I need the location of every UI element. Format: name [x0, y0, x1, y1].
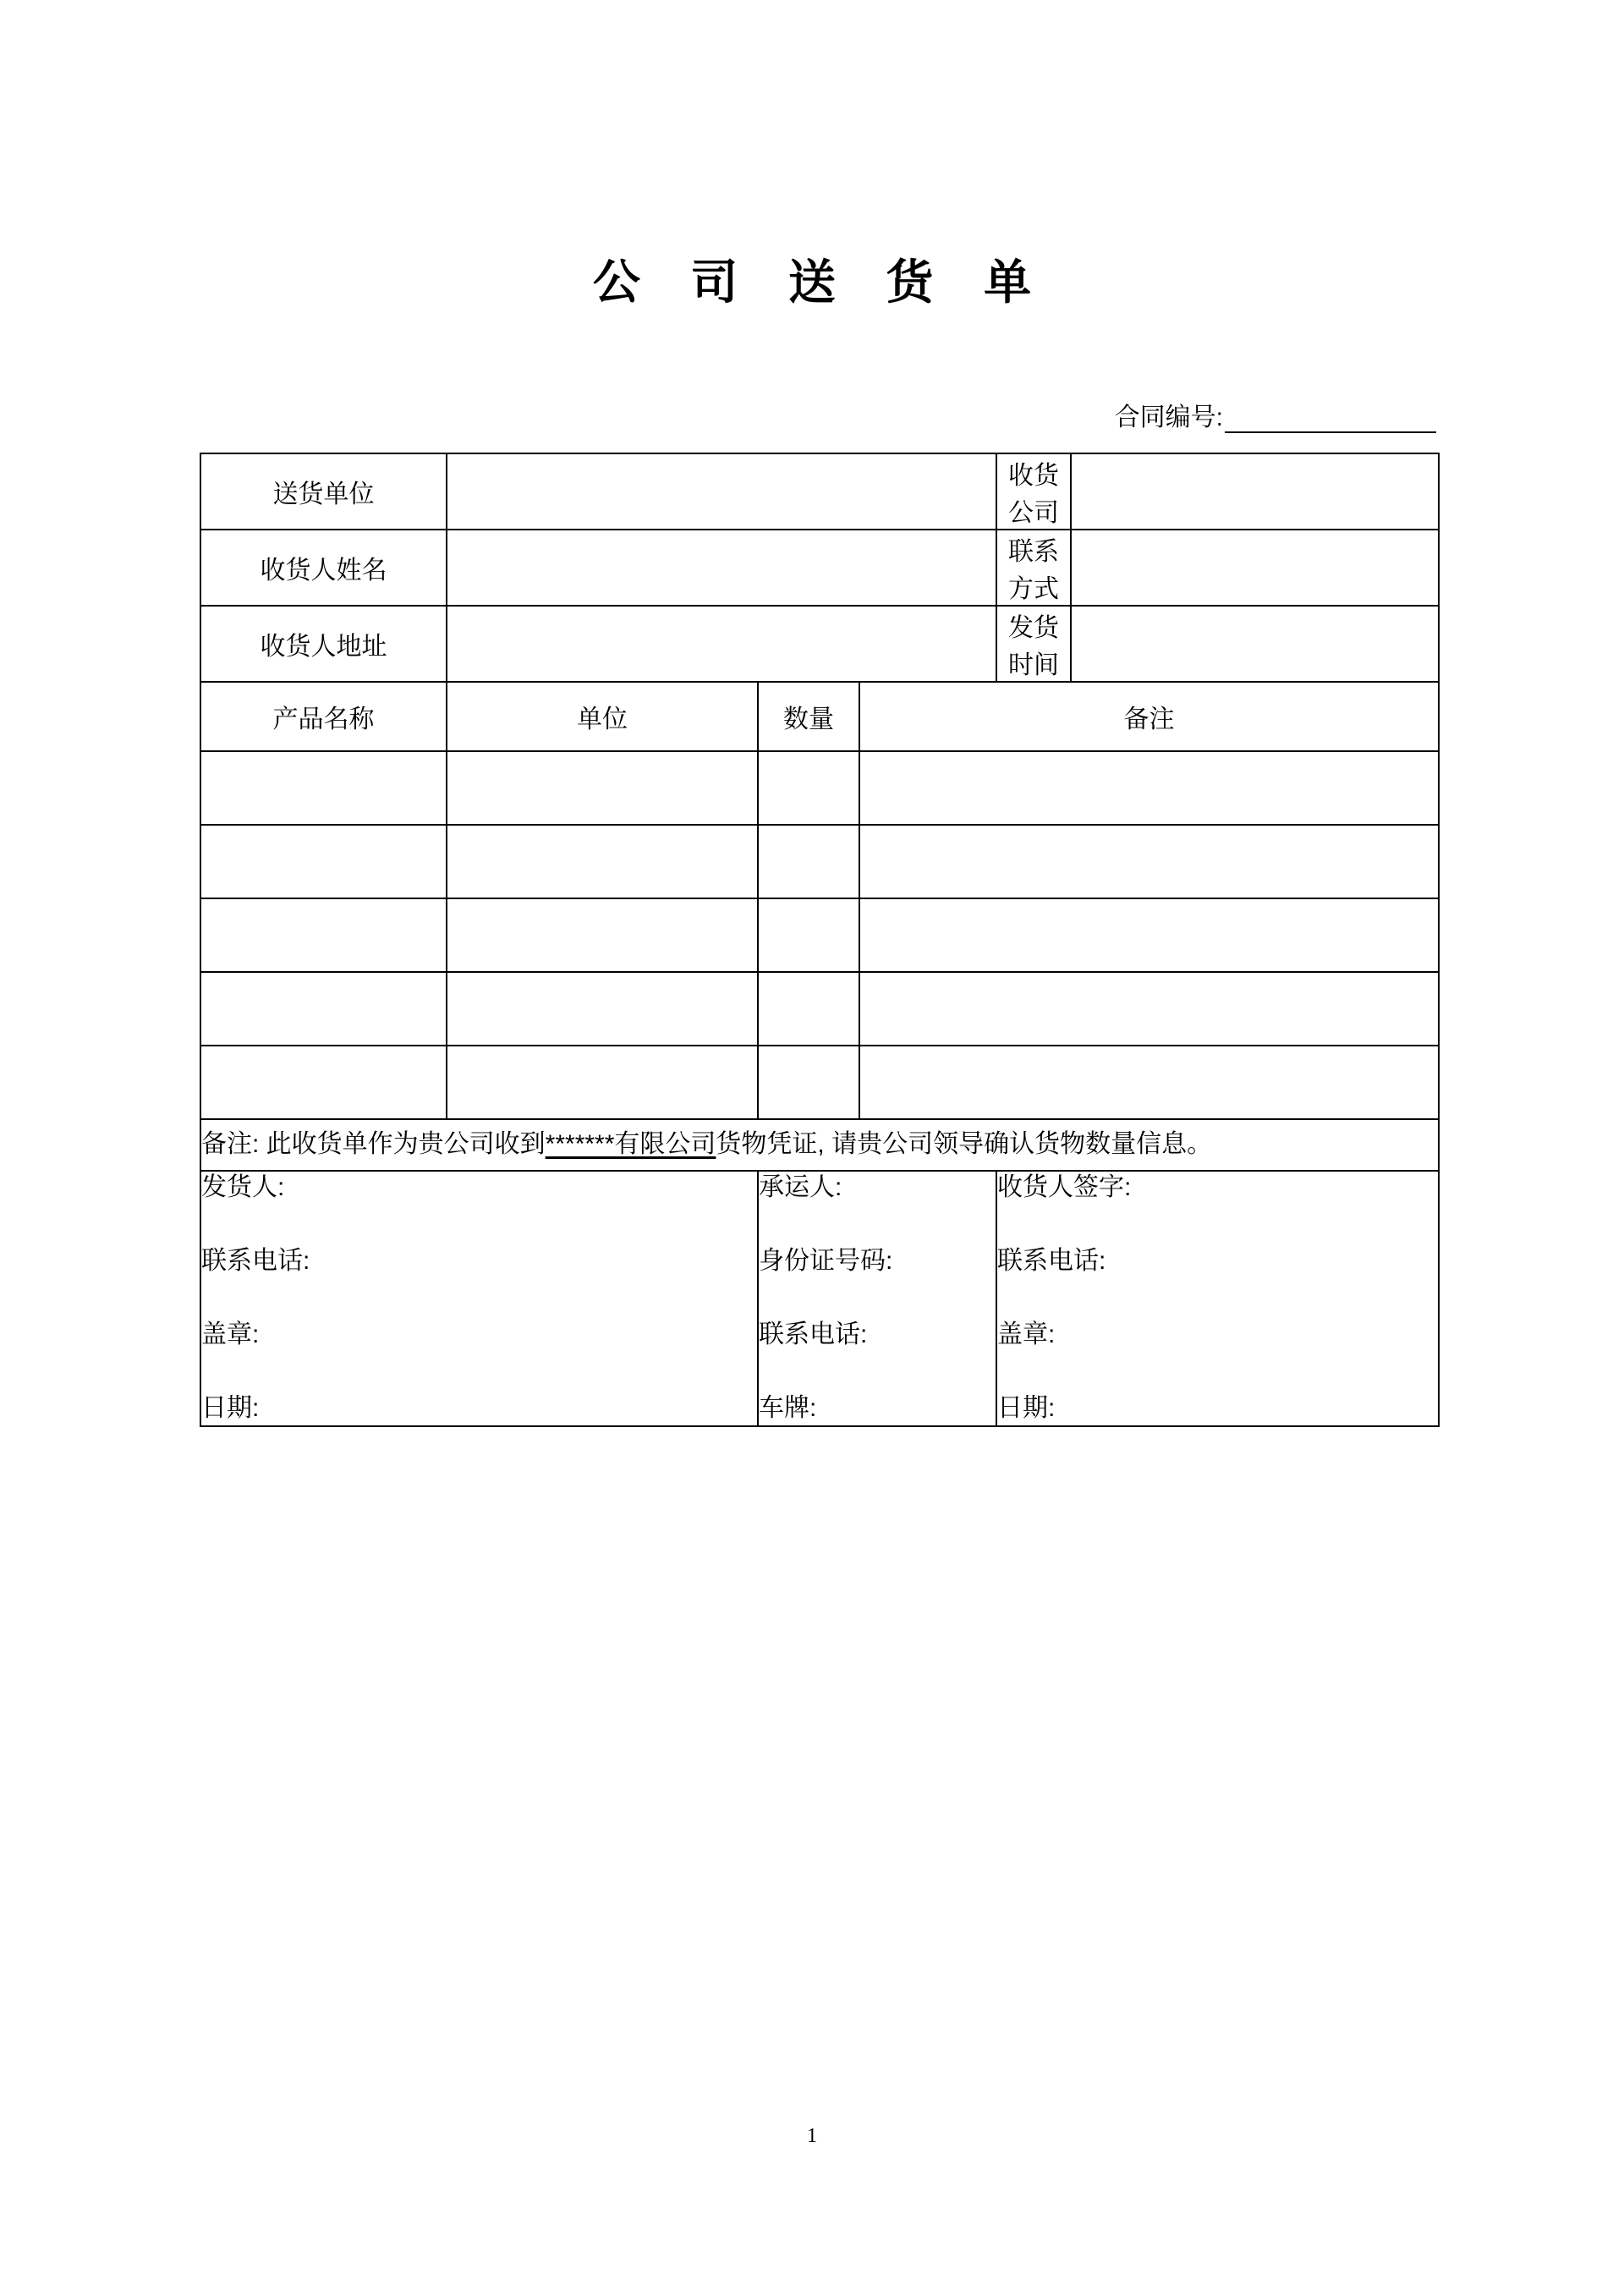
remark-suffix: 货物凭证, 请贵公司领导确认货物数量信息。	[716, 1130, 1213, 1158]
product-header-name: 产品名称	[200, 682, 447, 751]
page-title: 公 司 送 货 单	[592, 255, 1051, 309]
contract-number-label: 合同编号:	[1114, 404, 1223, 431]
carrier-id-label[interactable]: 身份证号码:	[759, 1247, 893, 1275]
table-row	[200, 751, 1439, 825]
product-cell-remark[interactable]	[859, 972, 1439, 1046]
info-value-contact-method[interactable]	[1071, 530, 1439, 606]
product-cell-unit[interactable]	[447, 825, 758, 898]
product-cell-remark[interactable]	[859, 898, 1439, 972]
delivery-note-table	[200, 453, 1440, 1427]
product-cell-remark[interactable]	[859, 825, 1439, 898]
info-value-ship-time[interactable]	[1071, 606, 1439, 682]
product-cell-name[interactable]	[200, 898, 447, 972]
product-cell-unit[interactable]	[447, 898, 758, 972]
product-cell-quantity[interactable]	[758, 898, 859, 972]
receiver-phone-label[interactable]: 联系电话:	[997, 1247, 1106, 1275]
product-cell-quantity[interactable]	[758, 751, 859, 825]
table-row	[200, 606, 1439, 682]
product-cell-remark[interactable]	[859, 1046, 1439, 1119]
product-header-quantity: 数量	[758, 682, 859, 751]
info-value-receiving-company[interactable]	[1071, 453, 1439, 530]
product-cell-unit[interactable]	[447, 751, 758, 825]
product-cell-unit[interactable]	[447, 1046, 758, 1119]
carrier-plate-label[interactable]: 车牌:	[759, 1394, 817, 1422]
signature-column-carrier	[758, 1171, 996, 1426]
signature-column-receiver	[996, 1171, 1439, 1426]
remark-company-blank: *******有限公司	[545, 1130, 716, 1158]
info-label-receiver-address: 收货人地址	[200, 606, 447, 682]
info-label-receiving-company: 收货公司	[996, 453, 1071, 530]
shipper-name-label[interactable]: 发货人:	[201, 1173, 285, 1201]
carrier-phone-label[interactable]: 联系电话:	[759, 1320, 868, 1348]
table-row	[200, 972, 1439, 1046]
signature-column-shipper	[200, 1171, 758, 1426]
table-row	[200, 898, 1439, 972]
product-cell-quantity[interactable]	[758, 1046, 859, 1119]
carrier-name-label[interactable]: 承运人:	[759, 1173, 842, 1201]
shipper-stamp-label[interactable]: 盖章:	[201, 1320, 260, 1348]
contract-number-field	[1115, 396, 1436, 433]
product-cell-name[interactable]	[200, 825, 447, 898]
product-cell-remark[interactable]	[859, 751, 1439, 825]
info-label-delivery-unit: 送货单位	[200, 453, 447, 530]
product-header-unit: 单位	[447, 682, 758, 751]
product-header-remark: 备注	[859, 682, 1439, 751]
product-cell-name[interactable]	[200, 972, 447, 1046]
table-row	[200, 453, 1439, 530]
table-row	[200, 530, 1439, 606]
remark-row	[200, 1119, 1439, 1171]
info-label-ship-time: 发货时间	[996, 606, 1071, 682]
product-cell-quantity[interactable]	[758, 972, 859, 1046]
shipper-date-label[interactable]: 日期:	[201, 1394, 260, 1422]
remark-prefix: 备注: 此收货单作为贵公司收到	[201, 1130, 546, 1158]
signature-row	[200, 1171, 1439, 1426]
info-label-receiver-name: 收货人姓名	[200, 530, 447, 606]
product-cell-name[interactable]	[200, 751, 447, 825]
product-header-row	[200, 682, 1439, 751]
table-row	[200, 825, 1439, 898]
remark-note	[200, 1119, 1439, 1171]
info-value-receiver-address[interactable]	[447, 606, 996, 682]
receiver-signature-label[interactable]: 收货人签字:	[997, 1173, 1132, 1201]
table-row	[200, 1046, 1439, 1119]
contract-number-blank[interactable]	[1225, 403, 1436, 433]
page-number: 1	[807, 2125, 817, 2147]
product-cell-quantity[interactable]	[758, 825, 859, 898]
product-cell-name[interactable]	[200, 1046, 447, 1119]
info-value-receiver-name[interactable]	[447, 530, 996, 606]
receiver-stamp-label[interactable]: 盖章:	[997, 1320, 1056, 1348]
info-label-contact-method: 联系方式	[996, 530, 1071, 606]
receiver-date-label[interactable]: 日期:	[997, 1394, 1056, 1422]
product-cell-unit[interactable]	[447, 972, 758, 1046]
shipper-phone-label[interactable]: 联系电话:	[201, 1247, 310, 1275]
info-value-delivery-unit[interactable]	[447, 453, 996, 530]
